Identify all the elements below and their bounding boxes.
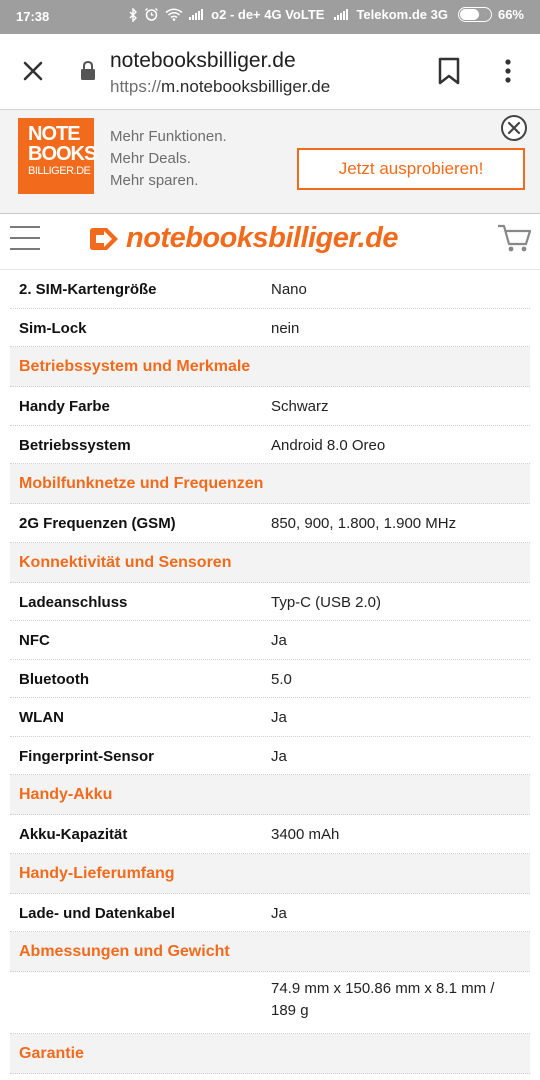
signal-icon [334,9,348,20]
spec-row [10,815,530,854]
spec-key: NFC [19,632,50,649]
spec-row [10,387,530,426]
spec-key: Sim-Lock [19,319,87,337]
spec-key: WLAN [19,709,64,726]
spec-value: Android 8.0 Oreo [271,436,386,454]
lock-icon [80,60,96,82]
spec-value: Ja [271,747,287,765]
spec-value: 3400 mAh [271,826,340,843]
carrier1-label: o2 - de+ 4G VoLTE [211,7,325,22]
browser-toolbar [0,34,540,110]
close-icon[interactable] [18,56,48,86]
carrier2-label: Telekom.de 3G [356,7,448,22]
signal-icon [189,9,203,20]
url-domain[interactable]: notebooksbilliger.de [110,49,296,72]
app-promo-banner [0,110,540,214]
more-vert-icon[interactable] [496,56,520,86]
section-title: Handy-Lieferumfang [19,864,175,882]
spec-table [10,270,530,1074]
url-host: m.notebooksbilliger.de [161,77,331,96]
battery-percent: 66% [497,7,524,22]
brand-arrow-icon [88,225,120,253]
promo-line3: Mehr sparen. [110,172,199,189]
spec-row [10,426,530,465]
try-app-button[interactable]: Jetzt ausprobieren! [297,148,525,190]
spec-value: Nano [271,281,307,298]
section-title: Abmessungen und Gewicht [19,943,230,960]
spec-key: 2. SIM-Kartengröße [19,281,157,298]
spec-value: 74.9 mm x 150.86 mm x 8.1 mm / 189 g [271,980,495,1019]
spec-row [10,894,530,933]
spec-key: Fingerprint-Sensor [19,747,155,765]
spec-value: 5.0 [271,670,292,688]
spec-value: Schwarz [271,398,329,415]
status-right [129,7,524,22]
brand-name: notebooksbilliger.de [126,222,398,254]
spec-value: Typ-C (USB 2.0) [271,593,382,611]
spec-key: Akku-Kapazität [19,826,128,843]
spec-value: Ja [271,904,287,922]
spec-section-header [10,854,530,894]
battery-icon [458,7,492,22]
status-time: 17:38 [16,9,50,24]
spec-value: nein [271,319,300,337]
spec-row [10,583,530,622]
spec-value: Ja [271,632,287,649]
promo-line1: Mehr Funktionen. [110,128,227,145]
logo-line2: BOOKS [28,143,97,165]
spec-key: Bluetooth [19,670,89,688]
spec-section-header [10,775,530,815]
spec-key: Betriebssystem [19,436,131,454]
alarm-icon [144,7,159,22]
spec-value: Ja [271,709,287,726]
spec-row [10,972,530,1034]
spec-section-header [10,543,530,583]
section-title: Handy-Akku [19,786,113,803]
spec-key: 2G Frequenzen (GSM) [19,515,176,532]
section-title: Mobilfunknetze und Frequenzen [19,475,264,492]
spec-section-header [10,347,530,387]
logo-line3: BILLIGER.DE [28,165,91,177]
promo-text [110,126,227,192]
spec-row [10,621,530,660]
spec-section-header [10,464,530,504]
section-title: Betriebssystem und Merkmale [19,358,251,375]
hamburger-menu-icon[interactable] [10,226,40,252]
promo-line2: Mehr Deals. [110,150,191,167]
dismiss-banner-icon[interactable] [500,114,528,142]
spec-key: Handy Farbe [19,398,110,415]
bluetooth-icon [129,8,138,22]
spec-row [10,660,530,699]
spec-row [10,309,530,348]
section-title: Konnektivität und Sensoren [19,553,232,571]
spec-row [10,504,530,543]
spec-row [10,737,530,776]
spec-section-header [10,1034,530,1074]
site-header [0,214,540,270]
app-logo [18,118,97,194]
url-full[interactable] [110,77,330,97]
logo-line1: NOTE [28,123,80,145]
section-title: Garantie [19,1045,84,1062]
spec-key: Ladeanschluss [19,593,128,611]
spec-value: 850, 900, 1.800, 1.900 MHz [271,515,457,532]
cart-icon[interactable] [496,222,532,254]
spec-section-header [10,932,530,972]
spec-row [10,270,530,309]
spec-row [10,698,530,737]
bookmark-icon[interactable] [436,56,462,86]
wifi-icon [165,8,183,21]
status-bar [0,0,540,34]
site-logo[interactable] [88,222,398,255]
spec-key: Lade- und Datenkabel [19,904,175,922]
url-scheme: https:// [110,77,162,96]
